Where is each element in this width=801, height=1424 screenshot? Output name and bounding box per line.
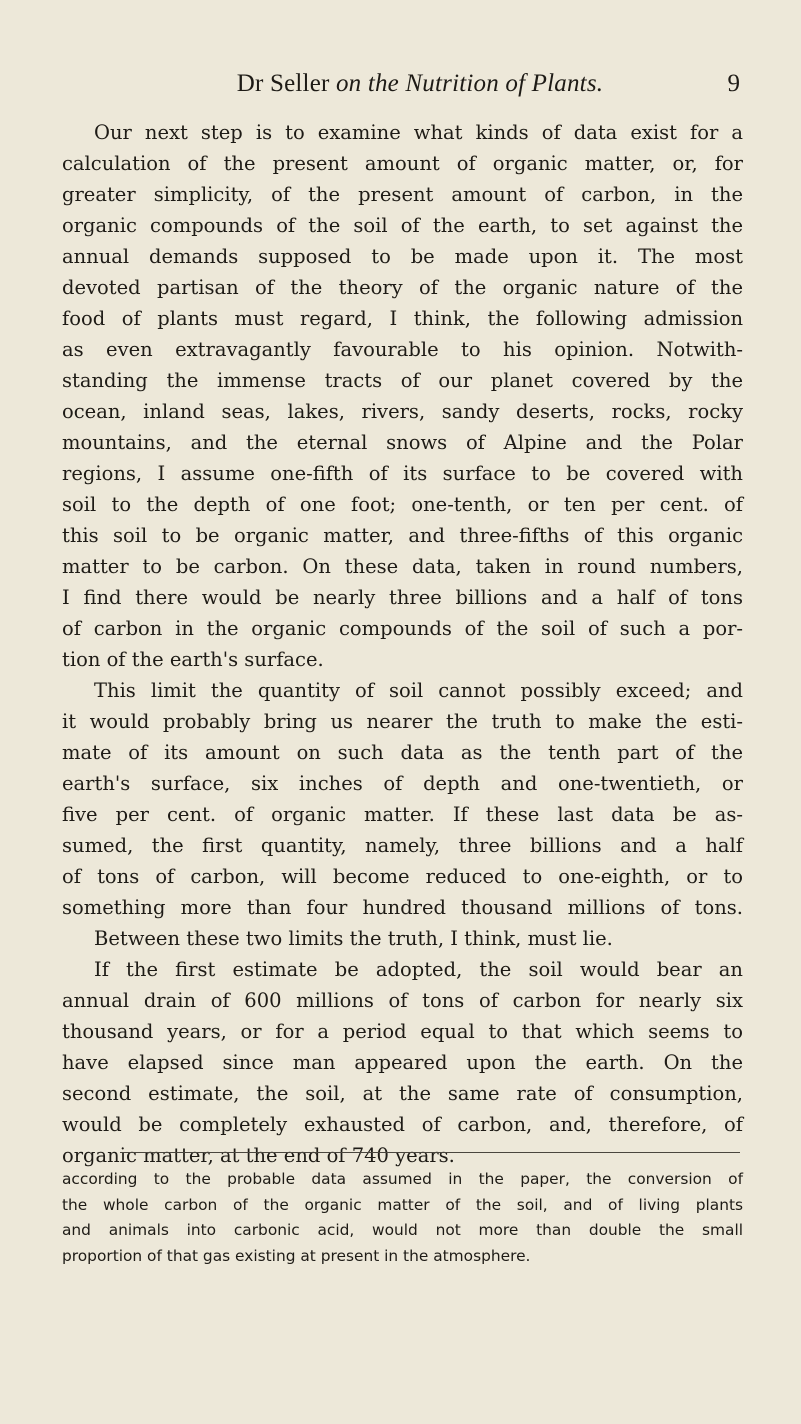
- text-line: Between these two limits the truth, I think, must lie.: [94, 927, 613, 950]
- text-line: organic matter, at the end of 740 years.: [62, 1144, 455, 1167]
- footnote-line: and animals into carbonic acid, would not more than double the small: [62, 1221, 743, 1239]
- text-line: Our next step is to examine what kinds of data exist for a: [94, 121, 743, 144]
- text-line: devoted partisan of the theory of the organic nature of the: [62, 276, 743, 299]
- body-text: [62, 117, 743, 1171]
- text-line: it would probably bring us nearer the truth to make the esti-: [62, 710, 743, 733]
- text-line: second estimate, the soil, at the same rate of consumption,: [62, 1082, 743, 1105]
- text-line: earth's surface, six inches of depth and one-twentieth, or: [62, 772, 743, 795]
- text-line: calculation of the present amount of organic matter, or, for: [62, 152, 743, 175]
- text-line: greater simplicity, of the present amount of carbon, in the: [62, 183, 743, 206]
- page-header: [100, 68, 740, 108]
- footnote-divider: [120, 1152, 740, 1153]
- text-line: sumed, the first quantity, namely, three billions and a half: [62, 834, 743, 857]
- text-line: This limit the quantity of soil cannot possibly exceed; and: [94, 679, 743, 702]
- text-line: regions, I assume one-fifth of its surface to be covered with: [62, 462, 743, 485]
- text-line: of carbon in the organic compounds of the soil of such a por-: [62, 617, 743, 640]
- text-line: five per cent. of organic matter. If these last data be as-: [62, 803, 743, 826]
- running-head-title: on the Nutrition of Plants.: [335, 70, 604, 97]
- text-line: ocean, inland seas, lakes, rivers, sandy deserts, rocks, rocky: [62, 400, 743, 423]
- text-line: tion of the earth's surface.: [62, 648, 324, 671]
- text-line: matter to be carbon. On these data, taken in round numbers,: [62, 555, 743, 578]
- running-head-author: Dr Seller: [236, 70, 330, 97]
- text-line: annual drain of 600 millions of tons of carbon for nearly six: [62, 989, 743, 1012]
- text-line: mountains, and the eternal snows of Alpine and the Polar: [62, 431, 743, 454]
- text-line: would be completely exhausted of carbon, and, therefore, of: [62, 1113, 743, 1136]
- text-line: standing the immense tracts of our planet covered by the: [62, 369, 743, 392]
- running-head: [100, 68, 740, 100]
- footnote-line: according to the probable data assumed in the paper, the conversion of: [62, 1170, 743, 1188]
- page-number: 9: [727, 70, 740, 97]
- text-line: have elapsed since man appeared upon the earth. On the: [62, 1051, 743, 1074]
- text-line: I find there would be nearly three billions and a half of tons: [62, 586, 743, 609]
- text-line: If the first estimate be adopted, the soil would bear an: [94, 958, 743, 981]
- text-line: soil to the depth of one foot; one-tenth, or ten per cent. of: [62, 493, 743, 516]
- text-line: something more than four hundred thousand millions of tons.: [62, 896, 743, 919]
- footnote-line: proportion of that gas existing at present in the atmosphere.: [62, 1246, 531, 1265]
- text-line: mate of its amount on such data as the tenth part of the: [62, 741, 743, 764]
- text-line: thousand years, or for a period equal to that which seems to: [62, 1020, 743, 1043]
- text-line: this soil to be organic matter, and three-fifths of this organic: [62, 524, 743, 547]
- text-line: of tons of carbon, will become reduced to one-eighth, or to: [62, 865, 743, 888]
- text-line: organic compounds of the soil of the earth, to set against the: [62, 214, 743, 237]
- text-line: food of plants must regard, I think, the following admission: [62, 307, 743, 330]
- footnote: [62, 1167, 743, 1269]
- text-line: as even extravagantly favourable to his opinion. Notwith-: [62, 338, 743, 361]
- footnote-line: the whole carbon of the organic matter of the soil, and of living plants: [62, 1195, 743, 1214]
- text-line: annual demands supposed to be made upon it. The most: [62, 245, 743, 268]
